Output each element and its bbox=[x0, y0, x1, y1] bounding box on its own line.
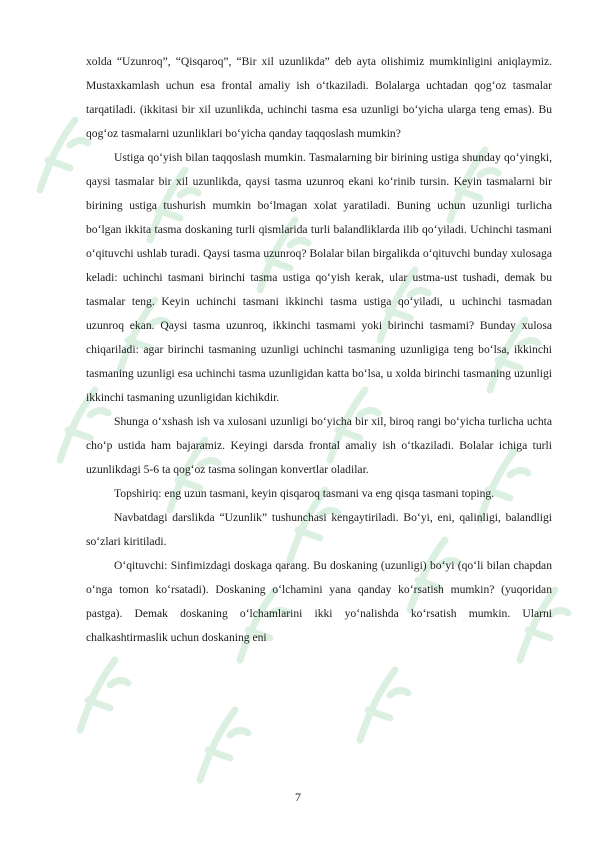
document-page bbox=[86, 50, 552, 650]
watermark-mark bbox=[40, 120, 88, 190]
paragraph-3: Shunga oʻxshash ish va xulosani uzunligi boʻyicha bir xil, biroq rangi boʻyicha turlicha uchta choʻp ustida ham bajaramiz. Keyingi darsda frontal amaliy ish oʻtkaziladi. Bolalar ichiga turli uzunlikdagi 5-6 ta qogʻoz tasma solingan konvertlar oladilar. bbox=[86, 415, 552, 476]
watermark-mark bbox=[360, 670, 408, 740]
paragraph-4: Topshiriq: eng uzun tasmani, keyin qisqaroq tasmani va eng qisqa tasmani toping. bbox=[114, 487, 495, 500]
watermark-mark bbox=[200, 710, 248, 780]
watermark-mark bbox=[80, 660, 128, 730]
paragraph-5: Navbatdagi darslikda “Uzunlik” tushunchasi kengaytiriladi. Boʻyi, eni, qalinligi, balandligi soʻzlari kiritiladi. bbox=[86, 511, 552, 548]
paragraph-2: Ustiga qoʻyish bilan taqqoslash mumkin. Tasmalarning bir birining ustiga shunday qoʻyingki, qaysi tasmalar bir xil uzunlikda, qaysi tasma uzunroq ekani koʻrinib tursin. Keyin tasmalarni bir birining ustiga tushurish mumkin boʻlmagan xolat yaratiladi. Buning uchun uzunligi turlicha boʻlgan ikkita tasma doskaning turli qismlarida turli balandliklarda ilib qoʻyiladi. Uchinchi tasmani oʻqituvchi ushlab turadi. Qaysi tasma uzunroq? Bolalar bilan birgalikda oʻqituvchi bunday xulosaga keladi: uchinchi tasmani birinchi tasma ustiga qoʻyish kerak, ular ustma-ust tushadi, demak bu tasmalar teng. Keyin uchinchi tasmani ikkinchi tasma ustiga qoʻyiladi, u uchinchi tasmadan uzunroq ekan. Qaysi tasma uzunroq, ikkinchi tasmami yoki birinchi tasmami? Bunday xulosa chiqariladi: agar birinchi tasmaning uzunligi uchinchi tasmaning uzunligiga teng boʻlsa, ikkinchi tasmaning uzunligi esa uchinchi tasma uzunligidan katta boʻlsa, u xolda birinchi tasmaning uzunligi ikkinchi tasmaning uzunligidan kichikdir. bbox=[86, 151, 552, 404]
page-number: 7 bbox=[295, 790, 301, 804]
paragraph-6: Oʻqituvchi: Sinfimizdagi doskaga qarang. Bu doskaning (uzunligi) boʻyi (qoʻli bilan chapdan oʻnga tomon koʻrsatadi). Doskaning oʻlchamini yana qanday koʻrsatish mumkin? (yuqoridan pastga). Demak doskaning oʻlchamlarini ikki yoʻnalishda koʻrsatish mumkin. Ularni chalkashtirmaslik uchun doskaning eni bbox=[86, 559, 552, 644]
paragraph-1: xolda “Uzunroq”, “Qisqaroq”, “Bir xil uzunlikda” deb ayta olishimiz mumkinligini aniqlaymiz. Mustaxkamlash uchun esa frontal amaliy ish oʻtkaziladi. Bolalarga uchtadan qogʻoz tasmalar tarqatiladi. (ikkitasi bir xil uzunlikda, uchinchi tasma esa uzunligi boʻyicha ularga teng emas). Bu qogʻoz tasmalarni uzunliklari boʻyicha qanday taqqoslash mumkin? bbox=[86, 55, 552, 140]
